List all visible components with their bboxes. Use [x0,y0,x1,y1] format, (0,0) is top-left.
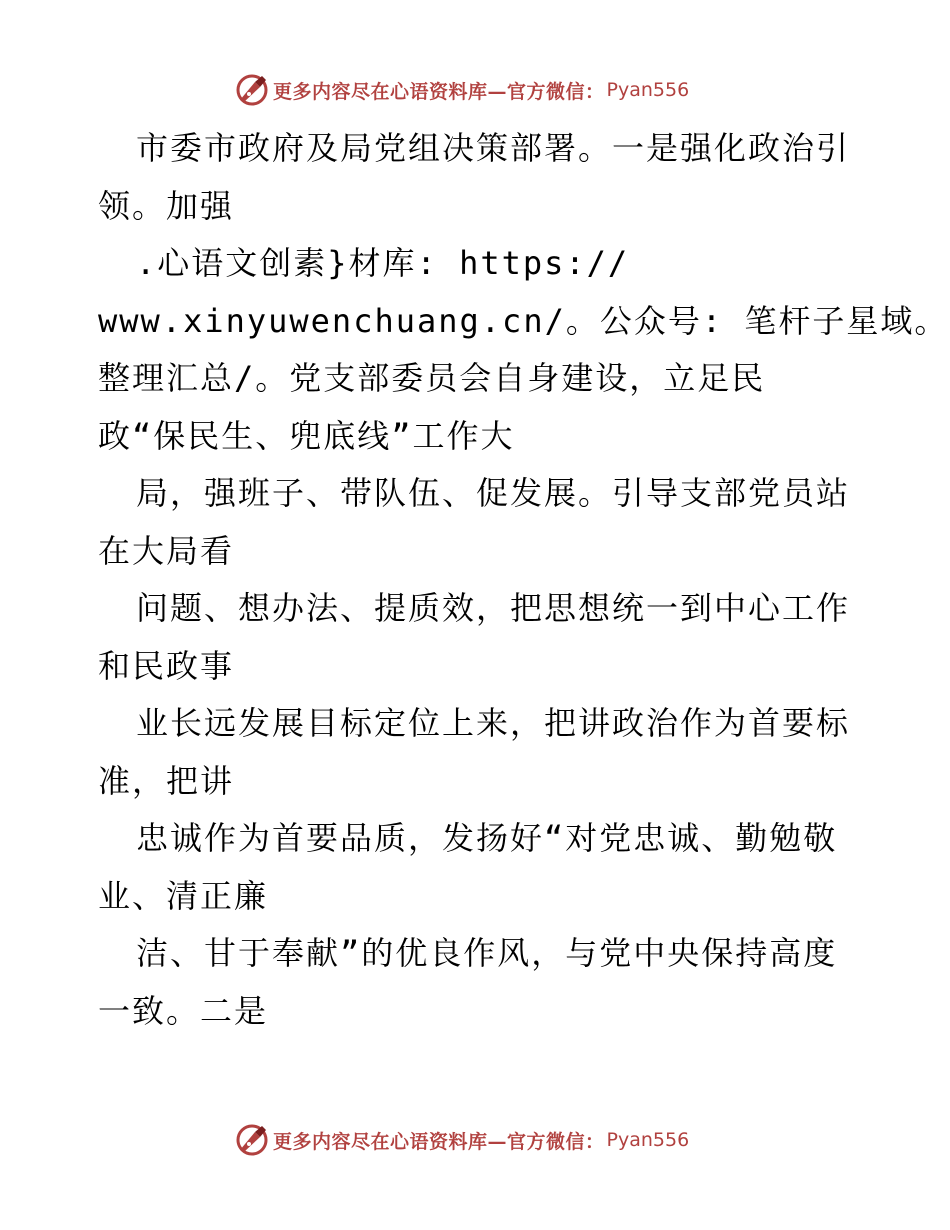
text-line-10: 和民政事 [98,646,235,685]
text-line-9: 问题、想办法、提质效，把思想统一到中心工作 [136,589,851,627]
pen-nib-logo-icon [235,1123,269,1157]
header-wechat-id: Pyan556 [606,79,690,101]
footer-banner [235,1122,689,1158]
text-line-16: 一致。二是 [98,991,269,1030]
header-banner-text: 更多内容尽在心语资料库—官方微信： [273,80,605,103]
text-line-11: 业长远发展目标定位上来，把讲政治作为首要标 [136,704,851,742]
footer-wechat-id: Pyan556 [606,1129,690,1151]
text-line-15: 洁、甘于奉献”的优良作风，与党中央保持高度 [136,934,838,972]
document-body [98,120,949,1040]
text-line-3: .心语文创素}材库: https:// [136,244,630,282]
pen-nib-logo-icon [235,73,269,107]
text-line-2: 领。加强 [98,186,235,225]
text-line-5: 整理汇总/。党支部委员会自身建设，立足民 [98,359,766,397]
text-line-6: 政“保民生、兜底线”工作大 [98,416,515,455]
header-banner [235,72,689,108]
footer-banner-text: 更多内容尽在心语资料库—官方微信： [273,1130,605,1153]
text-line-13: 忠诚作为首要品质，发扬好“对党忠诚、勤勉敬 [136,819,838,857]
text-line-14: 业、清正廉 [98,876,269,915]
text-line-7: 局，强班子、带队伍、促发展。引导支部党员站 [136,474,851,512]
text-line-1: 市委市政府及局党组决策部署。一是强化政治引 [136,129,851,167]
text-line-8: 在大局看 [98,531,235,570]
text-line-12: 准，把讲 [98,761,235,800]
text-line-4: www.xinyuwenchuang.cn/。公众号: 笔杆子星域。 [98,301,949,340]
